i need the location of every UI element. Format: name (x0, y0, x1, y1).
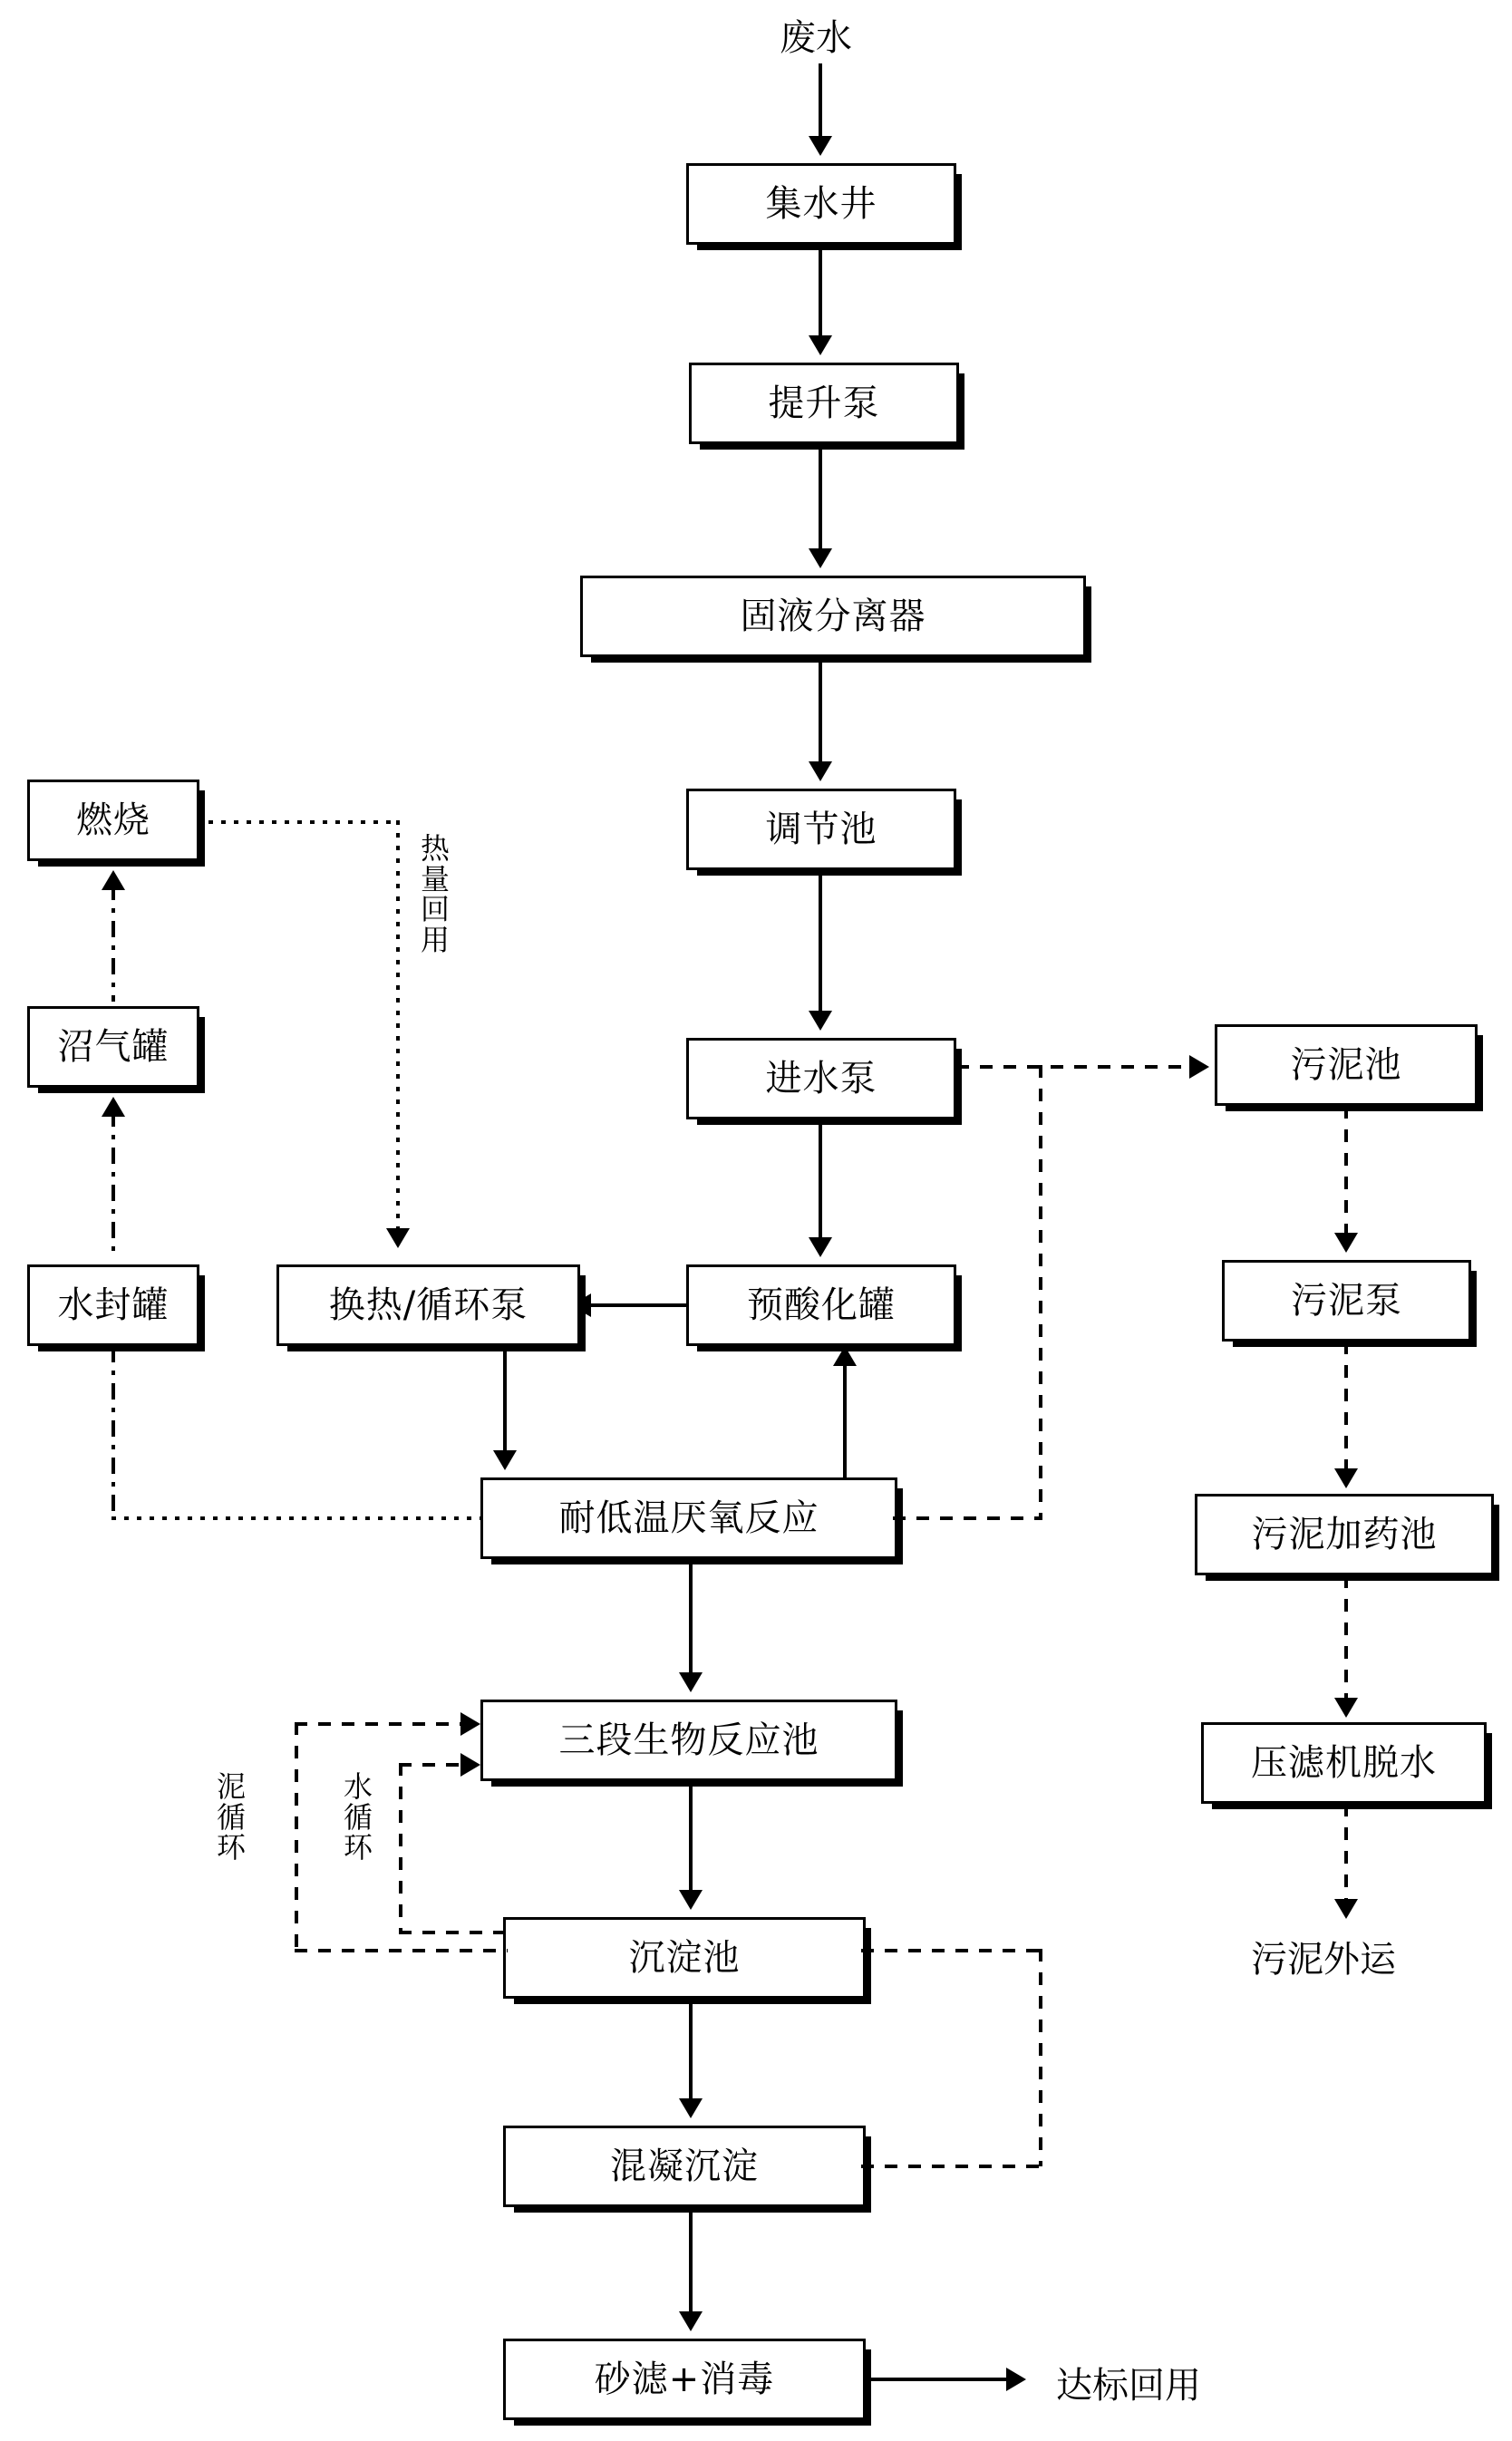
edge-sedimentation-right-h (861, 1949, 1042, 1952)
edge-anaerobic-right-v (1039, 1065, 1042, 1518)
edge-preacid-to-heatpump (580, 1303, 689, 1307)
node-water-seal-tank-label: 水封罐 (57, 1284, 170, 1326)
edge-sludge-circ-bottom (295, 1949, 508, 1952)
arrowhead-inlet (809, 136, 832, 156)
edge-influent-to-preacid (819, 1119, 822, 1246)
edge-bio-to-sedimentation (689, 1781, 693, 1899)
edge-water-circ-bottom (399, 1931, 508, 1934)
edge-sedimentation-to-coagulation (689, 1999, 693, 2107)
node-three-stage-bio[interactable] (480, 1700, 897, 1781)
edge-biogas-to-combustion (111, 884, 115, 1002)
edge-anaerobic-to-preacid (843, 1346, 847, 1487)
node-sludge-tank[interactable] (1215, 1024, 1478, 1106)
arrowhead-13 (1006, 2368, 1026, 2391)
node-sludge-dosing-tank-label: 污泥加药池 (1251, 1514, 1438, 1555)
label-water-circulation: 水循环 (343, 1769, 373, 1865)
arrowhead-21 (1334, 1899, 1358, 1919)
arrowhead-9 (679, 1672, 703, 1692)
edge-sludge-circ-top (295, 1722, 476, 1726)
arrowhead-17 (1189, 1055, 1209, 1079)
node-pre-acid-tank-label: 预酸化罐 (747, 1284, 896, 1326)
node-heat-exchange-circ-pump[interactable] (276, 1264, 580, 1346)
label-sludge-transport-out: 污泥外运 (1251, 1939, 1396, 1981)
arrowhead-22 (460, 1712, 480, 1736)
edge-dosing-to-filterpress (1344, 1575, 1348, 1707)
node-three-stage-bio-label: 三段生物反应池 (558, 1719, 819, 1761)
edge-lift-to-separator (819, 444, 822, 557)
inlet-label: 废水 (780, 17, 852, 59)
node-adjust-tank[interactable] (686, 789, 956, 870)
node-solid-liquid-separator-label: 固液分离器 (740, 596, 926, 637)
node-influent-pump-label: 进水泵 (765, 1058, 877, 1099)
edge-heatpump-to-anaerobic (503, 1346, 507, 1459)
label-heat-recovery: 热量回用 (420, 831, 450, 957)
node-biogas-tank-label: 沼气罐 (57, 1026, 170, 1068)
edge-filterpress-to-transport (1344, 1804, 1348, 1908)
edge-heat-recovery-v (396, 820, 400, 1237)
node-sedimentation-tank[interactable] (503, 1917, 866, 1999)
node-sludge-tank-label: 污泥池 (1290, 1044, 1402, 1086)
node-filter-press-dewater[interactable] (1201, 1722, 1487, 1804)
node-collect-well[interactable] (686, 163, 956, 245)
node-biogas-tank[interactable] (27, 1006, 199, 1088)
label-standard-reuse: 达标回用 (1056, 2365, 1201, 2407)
edge-sedimentation-right-v (1039, 1949, 1042, 2166)
node-filter-press-dewater-label: 压滤机脱水 (1251, 1742, 1437, 1784)
node-solid-liquid-separator[interactable] (580, 576, 1086, 657)
node-water-seal-tank[interactable] (27, 1264, 199, 1346)
node-coagulation-sedimentation[interactable] (503, 2126, 866, 2207)
arrowhead-3 (809, 761, 832, 781)
arrowhead-16 (386, 1228, 410, 1248)
edge-coagulation-to-sandfilter (689, 2207, 693, 2320)
edge-collect-to-lift (819, 245, 822, 344)
node-pre-acid-tank[interactable] (686, 1264, 956, 1346)
arrowhead-11 (679, 2098, 703, 2118)
arrowhead-15 (102, 1097, 125, 1117)
label-sludge-circulation: 泥循环 (216, 1769, 246, 1865)
node-sludge-pump-label: 污泥泵 (1291, 1280, 1402, 1322)
node-sand-filter-disinfect-label: 砂滤+消毒 (594, 2359, 775, 2400)
arrowhead-19 (1334, 1468, 1358, 1488)
node-collect-well-label: 集水井 (765, 183, 877, 225)
edge-anaerobic-to-waterseal-h (111, 1516, 483, 1520)
edge-anaerobic-to-waterseal-v (111, 1346, 115, 1518)
edge-sandfilter-to-reuse (866, 2378, 1011, 2381)
edge-anaerobic-right-h (893, 1516, 1042, 1520)
node-low-temp-anaerobic-label: 耐低温厌氧反应 (558, 1497, 819, 1539)
node-combustion-label: 燃烧 (76, 799, 150, 841)
edge-separator-to-adjust (819, 657, 822, 770)
edge-sludgepump-to-dosing (1344, 1342, 1348, 1477)
arrowhead-8 (833, 1346, 857, 1366)
arrowhead-2 (809, 548, 832, 568)
edge-water-circ-v (399, 1763, 402, 1933)
node-coagulation-sedimentation-label: 混凝沉淀 (610, 2146, 759, 2187)
edge-coagulation-right-h (861, 2165, 1042, 2168)
edge-sludge-circ-v (295, 1722, 298, 1951)
arrowhead-5 (809, 1237, 832, 1257)
arrowhead-4 (809, 1011, 832, 1031)
edge-sludgetank-to-sludgepump (1344, 1106, 1348, 1242)
node-sludge-pump[interactable] (1222, 1260, 1471, 1342)
arrowhead-18 (1334, 1233, 1358, 1253)
edge-waterseal-to-biogas (111, 1110, 115, 1255)
node-sand-filter-disinfect[interactable] (503, 2339, 866, 2420)
edge-influent-to-sludge-tank (956, 1065, 1197, 1069)
arrowhead-14 (102, 870, 125, 890)
arrowhead-10 (679, 1890, 703, 1910)
arrowhead-12 (679, 2311, 703, 2331)
edge-adjust-to-influent (819, 870, 822, 1020)
arrowhead-20 (1334, 1698, 1358, 1718)
arrowhead-7 (493, 1450, 517, 1470)
node-influent-pump[interactable] (686, 1038, 956, 1119)
node-low-temp-anaerobic[interactable] (480, 1477, 897, 1559)
edge-heat-recovery-h (208, 820, 399, 824)
node-sludge-dosing-tank[interactable] (1195, 1494, 1494, 1575)
node-heat-exchange-circ-pump-label: 换热/循环泵 (328, 1284, 528, 1326)
node-adjust-tank-label: 调节池 (765, 809, 877, 850)
node-lift-pump-label: 提升泵 (768, 383, 880, 424)
node-sedimentation-tank-label: 沉淀池 (628, 1937, 741, 1979)
edge-anaerobic-to-bio (689, 1559, 693, 1681)
node-lift-pump[interactable] (689, 363, 959, 444)
node-combustion[interactable] (27, 780, 199, 861)
arrowhead-23 (460, 1753, 480, 1777)
arrowhead-1 (809, 335, 832, 355)
